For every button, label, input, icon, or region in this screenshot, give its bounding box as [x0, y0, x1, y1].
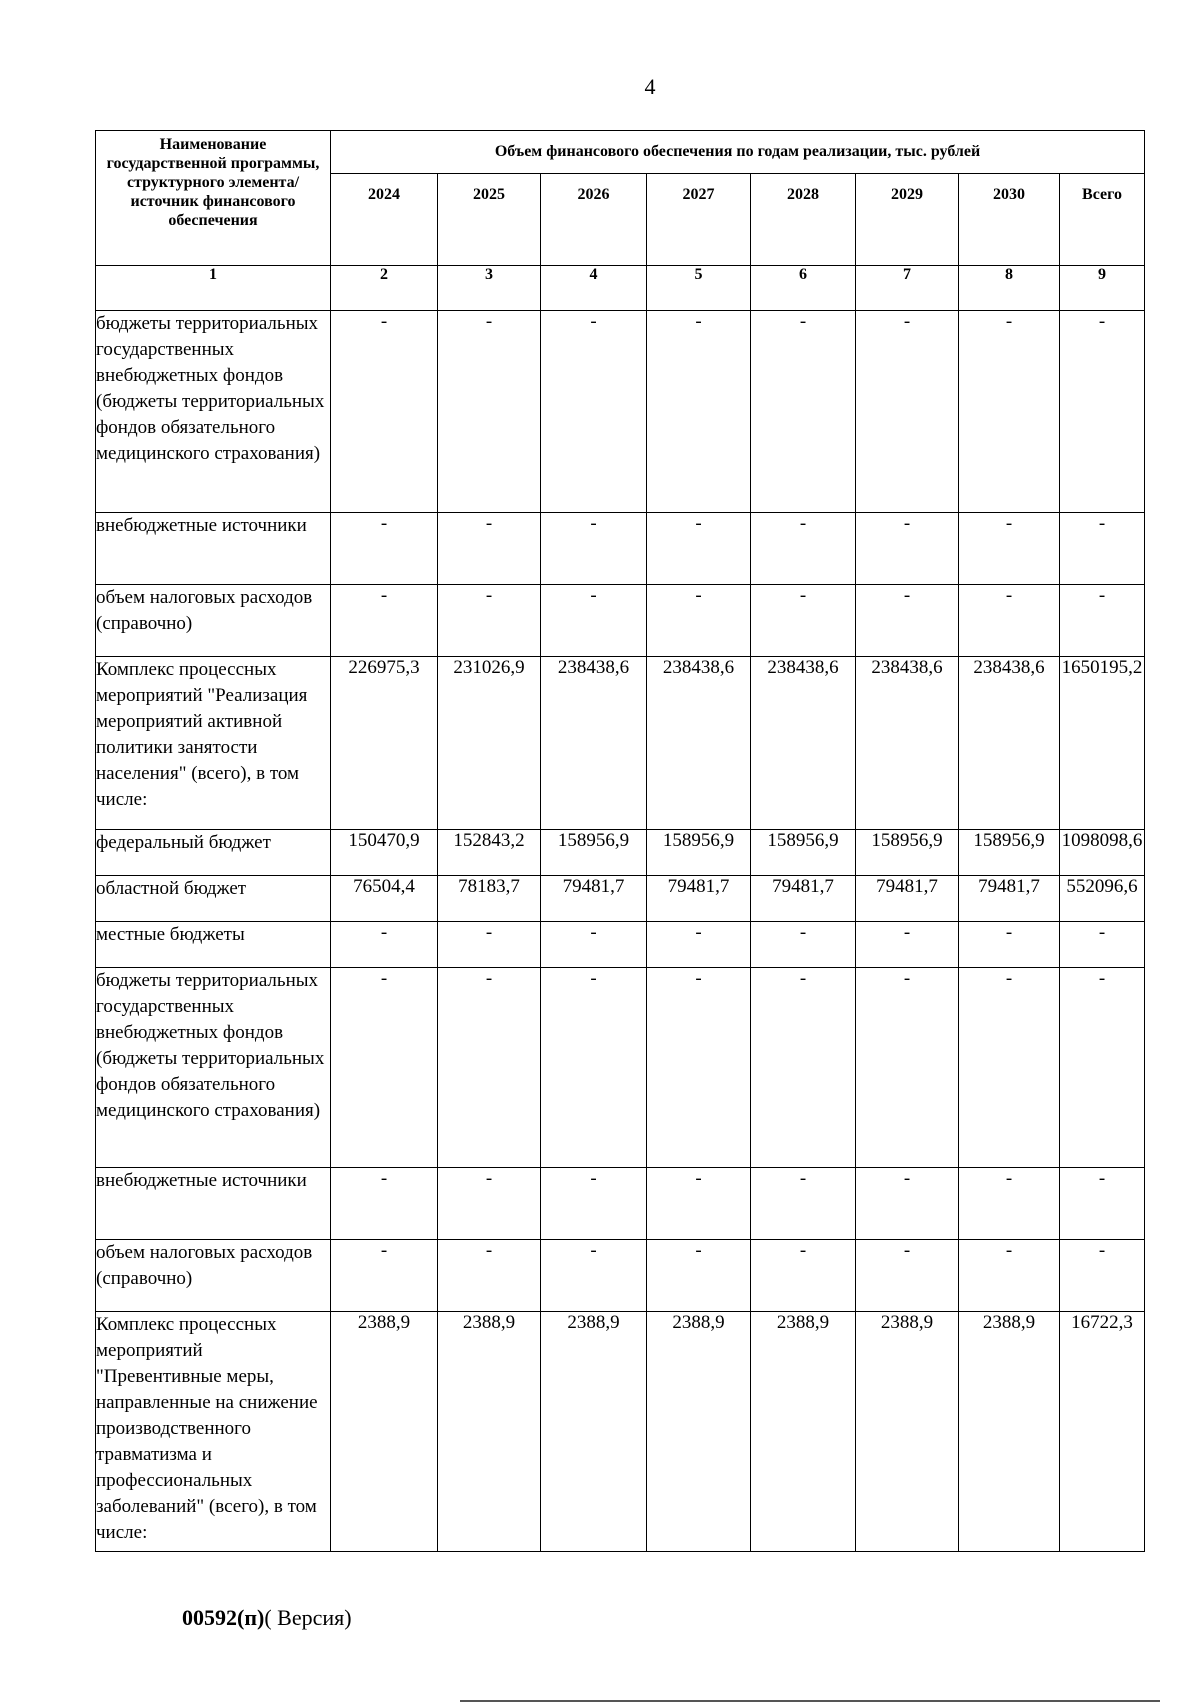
row-value-cell: 238438,6: [647, 657, 751, 830]
row-name-cell: внебюджетные источники: [96, 513, 331, 585]
row-value-cell: 2388,9: [751, 1312, 856, 1552]
table-row: [96, 1168, 1145, 1240]
row-total-cell: -: [1060, 1240, 1145, 1312]
row-name-cell: бюджеты территориальных государственных внебюджетных фондов (бюджеты территориальных фондов обязательного медицинского страхования): [96, 311, 331, 513]
row-total-cell: -: [1060, 922, 1145, 968]
column-number: 6: [751, 266, 856, 311]
document-code-suffix: ( Версия): [264, 1605, 352, 1630]
row-value-cell: -: [856, 513, 959, 585]
column-number: 9: [1060, 266, 1145, 311]
row-value-cell: -: [959, 922, 1060, 968]
row-value-cell: -: [959, 585, 1060, 657]
row-name-cell: бюджеты территориальных государственных внебюджетных фондов (бюджеты территориальных фондов обязательного медицинского страхования): [96, 968, 331, 1168]
row-name-cell: внебюджетные источники: [96, 1168, 331, 1240]
table-row: [96, 1240, 1145, 1312]
row-value-cell: -: [647, 1240, 751, 1312]
row-value-cell: -: [541, 1240, 647, 1312]
row-name-cell: местные бюджеты: [96, 922, 331, 968]
row-value-cell: -: [647, 922, 751, 968]
row-value-cell: 238438,6: [751, 657, 856, 830]
row-value-cell: 152843,2: [438, 830, 541, 876]
row-total-cell: -: [1060, 513, 1145, 585]
row-value-cell: -: [541, 585, 647, 657]
row-value-cell: 79481,7: [959, 876, 1060, 922]
row-value-cell: -: [647, 311, 751, 513]
row-value-cell: 79481,7: [751, 876, 856, 922]
column-number: 7: [856, 266, 959, 311]
row-name-cell: областной бюджет: [96, 876, 331, 922]
row-value-cell: -: [331, 1240, 438, 1312]
row-value-cell: -: [438, 922, 541, 968]
column-number: 2: [331, 266, 438, 311]
table-row: [96, 876, 1145, 922]
row-value-cell: -: [331, 513, 438, 585]
column-number: 3: [438, 266, 541, 311]
page-number: 4: [644, 74, 656, 99]
row-value-cell: -: [647, 1168, 751, 1240]
row-name-cell: федеральный бюджет: [96, 830, 331, 876]
header-group-cell: Объем финансового обеспечения по годам реализации, тыс. рублей: [331, 131, 1145, 174]
year-header: 2028: [751, 174, 856, 266]
table-row: [96, 311, 1145, 513]
row-value-cell: -: [856, 585, 959, 657]
row-value-cell: -: [959, 513, 1060, 585]
row-value-cell: 158956,9: [647, 830, 751, 876]
row-value-cell: 2388,9: [541, 1312, 647, 1552]
row-value-cell: -: [331, 968, 438, 1168]
row-total-cell: 552096,6: [1060, 876, 1145, 922]
row-total-cell: 1098098,6: [1060, 830, 1145, 876]
row-value-cell: -: [959, 968, 1060, 1168]
row-value-cell: -: [541, 1168, 647, 1240]
row-total-cell: -: [1060, 1168, 1145, 1240]
row-value-cell: -: [331, 311, 438, 513]
row-value-cell: -: [751, 1240, 856, 1312]
row-name-cell: Комплекс процессных мероприятий "Реализация мероприятий активной политики занятости населения" (всего), в том числе:: [96, 657, 331, 830]
header-name-cell: Наименование государственной программы, структурного элемента/источник финансового обеспечения: [96, 131, 331, 266]
row-value-cell: 238438,6: [856, 657, 959, 830]
row-value-cell: 158956,9: [541, 830, 647, 876]
row-value-cell: -: [751, 513, 856, 585]
financing-table: [95, 130, 1145, 1552]
row-total-cell: 1650195,2: [1060, 657, 1145, 830]
row-value-cell: -: [856, 968, 959, 1168]
row-value-cell: 226975,3: [331, 657, 438, 830]
column-number-row: [96, 266, 1145, 311]
table-row: [96, 968, 1145, 1168]
year-header: 2030: [959, 174, 1060, 266]
year-header: 2026: [541, 174, 647, 266]
row-value-cell: 76504,4: [331, 876, 438, 922]
row-value-cell: -: [751, 922, 856, 968]
row-total-cell: -: [1060, 585, 1145, 657]
document-code-number: 00592(п): [182, 1605, 265, 1630]
row-value-cell: -: [856, 922, 959, 968]
row-value-cell: 238438,6: [959, 657, 1060, 830]
row-value-cell: -: [856, 1240, 959, 1312]
column-number: 1: [96, 266, 331, 311]
row-value-cell: -: [856, 311, 959, 513]
column-number: 5: [647, 266, 751, 311]
row-value-cell: -: [541, 311, 647, 513]
row-value-cell: -: [647, 968, 751, 1168]
row-value-cell: 158956,9: [856, 830, 959, 876]
row-value-cell: -: [541, 922, 647, 968]
table-row: [96, 1312, 1145, 1552]
row-value-cell: -: [438, 311, 541, 513]
row-value-cell: -: [331, 1168, 438, 1240]
row-value-cell: 2388,9: [331, 1312, 438, 1552]
row-value-cell: -: [647, 585, 751, 657]
row-value-cell: 2388,9: [647, 1312, 751, 1552]
row-value-cell: -: [438, 513, 541, 585]
row-value-cell: -: [331, 585, 438, 657]
table-row: [96, 830, 1145, 876]
year-header: 2025: [438, 174, 541, 266]
row-value-cell: -: [751, 311, 856, 513]
row-value-cell: 79481,7: [541, 876, 647, 922]
row-value-cell: 2388,9: [438, 1312, 541, 1552]
table-row: [96, 922, 1145, 968]
row-value-cell: -: [751, 1168, 856, 1240]
row-total-cell: -: [1060, 311, 1145, 513]
total-header: Всего: [1060, 174, 1145, 266]
row-value-cell: 79481,7: [856, 876, 959, 922]
table-row: [96, 585, 1145, 657]
row-value-cell: 150470,9: [331, 830, 438, 876]
row-value-cell: 158956,9: [959, 830, 1060, 876]
row-name-cell: Комплекс процессных мероприятий "Превентивные меры, направленные на снижение производственного травматизма и профессиональных заболеваний" (всего), в том числе:: [96, 1312, 331, 1552]
row-value-cell: -: [751, 968, 856, 1168]
row-value-cell: -: [959, 1240, 1060, 1312]
row-total-cell: -: [1060, 968, 1145, 1168]
row-value-cell: -: [959, 1168, 1060, 1240]
row-value-cell: -: [647, 513, 751, 585]
table-body: [96, 311, 1145, 1552]
column-number: 4: [541, 266, 647, 311]
row-value-cell: 231026,9: [438, 657, 541, 830]
row-value-cell: 238438,6: [541, 657, 647, 830]
row-value-cell: -: [438, 1168, 541, 1240]
row-value-cell: -: [438, 1240, 541, 1312]
row-value-cell: -: [541, 513, 647, 585]
row-value-cell: -: [959, 311, 1060, 513]
row-total-cell: 16722,3: [1060, 1312, 1145, 1552]
row-value-cell: -: [438, 585, 541, 657]
row-value-cell: -: [856, 1168, 959, 1240]
year-header: 2029: [856, 174, 959, 266]
row-value-cell: 78183,7: [438, 876, 541, 922]
year-header: 2027: [647, 174, 751, 266]
row-value-cell: 2388,9: [856, 1312, 959, 1552]
row-name-cell: объем налоговых расходов (справочно): [96, 1240, 331, 1312]
table-row: [96, 657, 1145, 830]
row-value-cell: -: [331, 922, 438, 968]
row-value-cell: -: [438, 968, 541, 1168]
row-value-cell: -: [751, 585, 856, 657]
row-name-cell: объем налоговых расходов (справочно): [96, 585, 331, 657]
year-header: 2024: [331, 174, 438, 266]
row-value-cell: -: [541, 968, 647, 1168]
document-code: [182, 1605, 352, 1631]
row-value-cell: 79481,7: [647, 876, 751, 922]
table-row: [96, 513, 1145, 585]
column-number: 8: [959, 266, 1060, 311]
row-value-cell: 158956,9: [751, 830, 856, 876]
bottom-edge-line: [460, 1700, 1160, 1702]
row-value-cell: 2388,9: [959, 1312, 1060, 1552]
